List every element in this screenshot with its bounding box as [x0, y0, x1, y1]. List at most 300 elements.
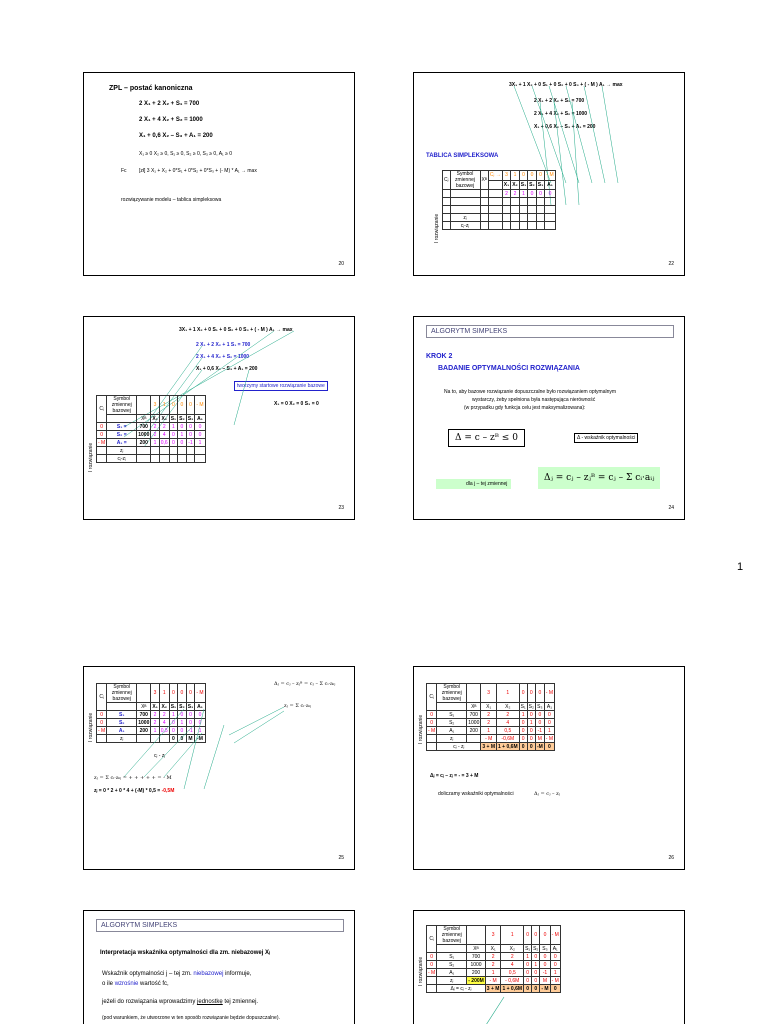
cj-value: - M — [550, 926, 560, 945]
var-header: X₂ — [159, 415, 169, 423]
simplex-table — [426, 925, 561, 993]
var-header: X₁ — [481, 703, 497, 711]
table-cell: 1 — [532, 961, 540, 969]
table-cell: 0 — [527, 711, 535, 719]
table-cell: 1 — [550, 969, 560, 977]
table-cell: 0 — [550, 953, 560, 961]
xb-header: Xᴮ — [480, 171, 488, 190]
slide-25 — [83, 666, 355, 870]
table-cell: 0 — [169, 727, 177, 735]
table-cell: 2 — [481, 719, 497, 727]
table-cell: - M — [485, 977, 501, 985]
cj-header: Cⱼ — [427, 684, 437, 711]
table-cell: 2 — [159, 711, 169, 719]
basis-cost: 0 — [97, 431, 107, 439]
table-cell: 0 — [527, 735, 535, 743]
constraint-2: 2 X₁ + 4 X₂ + S₂ = 1000 — [534, 111, 588, 117]
table-cell: 0 — [178, 711, 187, 719]
var-header: S₁ — [170, 415, 177, 422]
xb-value: 700 — [467, 953, 486, 961]
cjzj-row-label: cⱼ - zⱼ — [437, 743, 481, 751]
paragraph-line: Na to, aby bazowe rozwiązanie dopuszczalne było rozwiązaniem optymalnym — [444, 389, 617, 395]
text-run: wzrośnie — [114, 981, 139, 987]
cj-row-label: Cⱼ → — [489, 172, 501, 179]
basis-cost: 0 — [427, 961, 437, 969]
basis-cost: - M — [428, 727, 436, 734]
basis-cost: - M — [98, 727, 106, 734]
cj-value: 3 — [485, 926, 501, 945]
var-header: S₁ — [520, 703, 526, 710]
slide-number: 22 — [668, 261, 674, 267]
var-header: S₃ — [537, 181, 544, 188]
basis-cost: - M — [428, 969, 436, 976]
table-cell: 0 — [195, 423, 205, 431]
symbol-header: Symbol zmiennej bazowej — [437, 684, 467, 703]
table-cell: 0 — [545, 190, 555, 198]
text-run: tej zmiennej. — [224, 999, 259, 1005]
delta-row-label: Δⱼ = cⱼ - zⱼ — [437, 985, 486, 993]
zj-row-label: zⱼ — [107, 735, 137, 743]
table-cell: 0 — [195, 711, 205, 719]
zj-definition: zⱼ = Σ cᵢ·aᵢⱼ — [284, 703, 312, 709]
table-cell: 0 — [532, 985, 540, 993]
equation-1: 2 X₁ + 2 X₂ + S₁ = 700 — [139, 101, 200, 107]
table-cell: M — [540, 977, 550, 985]
xb-value: 200 — [137, 727, 151, 735]
table-cell: 1 + 0,6M — [498, 743, 518, 750]
paragraph-line: (w przypadku gdy funkcja celu jest maksymalizowana): — [464, 405, 586, 411]
cj-value: 1 — [511, 171, 520, 181]
zj-row — [427, 977, 561, 985]
var-header: X₁ — [152, 415, 158, 422]
table-cell: 1 — [544, 727, 554, 735]
table-cell: 2 — [501, 953, 524, 961]
zj-sum-line: zⱼ = Σ cᵢ·aᵢⱼ = + + + + + = - M — [94, 775, 172, 781]
xb-value: 700 — [467, 711, 481, 719]
var-header: S₃ — [540, 945, 550, 953]
paragraph-line — [102, 981, 169, 987]
table-cell: 0 — [540, 961, 550, 969]
slide-28 — [413, 910, 685, 1024]
table-cell: 0 — [535, 711, 544, 719]
var-header: S₂ — [528, 703, 534, 710]
xb-value: 700 — [137, 423, 151, 431]
cj-value: - M — [544, 684, 554, 703]
table-cell: 1 — [178, 719, 187, 727]
paragraph-line: wystarczy, żeby spełniona była następująca nierówność — [472, 397, 596, 403]
cj-value: 3 — [151, 684, 159, 703]
table-cell: -1 — [540, 969, 550, 977]
objective-function: [zł] 3 X₁ + X₂ + 0*S₁ + 0*S₂ + 0*S₃ + (- M) * A₁ → max — [139, 168, 257, 174]
note: doliczamy wskaźniki optymalności — [438, 791, 514, 797]
table-row — [427, 719, 555, 727]
lane-label: I rozwiązanie — [418, 714, 424, 744]
text-run: Wskaźnik optymalności j – tej zm. — [102, 971, 192, 977]
basis-var: A₁ — [437, 727, 467, 735]
table-cell: 3 + M — [482, 743, 496, 750]
cj-value: 0 — [186, 396, 195, 415]
basis-cost: 0 — [427, 953, 437, 961]
table-cell: 0,5 — [501, 969, 524, 977]
table-cell: 1 — [169, 423, 177, 431]
basis-cost: 0 — [97, 711, 107, 719]
zj-calc-expression: zⱼ = 0 * 2 + 0 * 4 + (-M) * 0,5 = — [94, 788, 161, 794]
slide-number: 26 — [668, 855, 674, 861]
delta-row — [427, 985, 561, 993]
text-run: o ile — [102, 981, 114, 987]
slide-title: Interpretacja wskaźnika optymalności dla zm. niebazowej Xⱼ — [100, 950, 271, 956]
table-row — [427, 711, 555, 719]
cj-value: 0 — [178, 684, 187, 703]
basis-var: S₂ = — [107, 431, 137, 439]
xb-value: 1000 — [467, 961, 486, 969]
zj-row — [427, 735, 555, 743]
table-cell: 0,5 — [497, 727, 520, 735]
table-cell: 1 — [481, 727, 497, 735]
table-cell: 0 — [178, 439, 187, 447]
table-cell: 4 — [501, 961, 524, 969]
zj-row-label: zⱼ — [107, 447, 137, 455]
symbol-header: Symbol zmiennej bazowej — [107, 396, 137, 415]
xb-value: 200 — [467, 969, 486, 977]
section-heading: TABLICA SIMPLEKSOWA — [426, 153, 499, 159]
note-formula: Δⱼ = cⱼ – zⱼ — [534, 791, 561, 797]
table-cell: 0 — [535, 719, 544, 727]
optimality-formula: Δⱼ = cⱼ – zⱼᴮ = cⱼ – Σ cᵢ·aᵢⱼ — [538, 467, 660, 489]
cj-value: 0 — [536, 171, 545, 181]
zj-row-label: zⱼ — [437, 735, 467, 743]
table-cell: 2 — [151, 431, 159, 439]
table-row — [97, 711, 206, 719]
table-cell: - 0,6M — [501, 977, 524, 985]
cj-value: 0 — [169, 396, 177, 415]
table-cell: 2 — [502, 190, 510, 198]
simplex-table — [96, 395, 206, 463]
constraint-3: X₁ + 0,6 X₂ – S₃ + A₁ = 200 — [534, 124, 596, 130]
var-header: X₂ — [512, 181, 518, 188]
table-cell: 0 — [524, 985, 532, 993]
for-variable-label: dla j – tej zmiennej — [436, 479, 511, 489]
table-cell: 1 — [524, 953, 532, 961]
cj-value: 0 — [524, 926, 532, 945]
table-cell: 0 — [186, 711, 195, 719]
table-row — [427, 727, 555, 735]
page-number: 1 — [737, 561, 744, 573]
table-cell: 0 — [528, 190, 537, 198]
section-header: ALGORYTM SIMPLEKS — [96, 919, 344, 932]
table-row — [427, 953, 561, 961]
cj-value: 0 — [528, 171, 537, 181]
slide-number: 20 — [338, 261, 344, 267]
constraint-3: X₁ + 0,6 X₂ – S₃ + A₁ = 200 — [196, 366, 258, 372]
cj-value: 1 — [159, 684, 169, 703]
table-cell: 1 — [527, 719, 535, 727]
basis-var: A₁ = — [107, 439, 137, 447]
table-cell: 0 — [169, 719, 177, 727]
table-cell: -M — [195, 735, 205, 743]
table-cell: 2 — [485, 953, 501, 961]
table-row — [97, 727, 206, 735]
formula-right: Δⱼ = cⱼ – zⱼᴮ = cⱼ – Σ cᵢ·aᵢⱼ — [274, 681, 336, 687]
cjzj-label: cⱼ - zⱼ — [154, 753, 166, 759]
table-cell: - M — [481, 735, 497, 743]
xb-value: 1000 — [468, 719, 480, 726]
table-row — [97, 719, 206, 727]
table-cell: 0 — [186, 719, 195, 727]
basis-var: A₁ — [437, 969, 467, 977]
cj-header: Cⱼ — [443, 171, 451, 190]
var-header: A₁ — [195, 703, 205, 711]
var-header: S₂ — [529, 181, 535, 188]
table-cell: M — [535, 735, 544, 743]
xb-header: Xᴮ — [137, 703, 151, 711]
table-row — [97, 431, 206, 439]
basis-var: S₂ — [107, 719, 137, 727]
cj-value: 3 — [151, 396, 159, 415]
delta-line: Δⱼ = cⱼ – zⱼ = - = 3 + M — [430, 773, 479, 779]
var-header: A₁ — [545, 180, 555, 190]
objective-function: 3X₁ + 1 X₂ + 0 S₁ + 0 S₂ + 0 S₃ + ( - M ) A₁ → max — [509, 82, 623, 88]
table-cell: 1 — [485, 969, 501, 977]
var-header: S₂ — [179, 703, 185, 710]
var-header: X₂ — [501, 945, 524, 953]
var-header: X₂ — [497, 703, 520, 711]
slide-26 — [413, 666, 685, 870]
cjzj-row — [427, 743, 555, 751]
table-cell: M — [186, 735, 195, 743]
var-header: S₃ — [537, 703, 543, 710]
slide-20 — [83, 72, 355, 276]
start-solution-note: tworzymy startowe rozwiązanie bazowe — [234, 381, 328, 391]
simplex-table — [96, 683, 206, 743]
cj-value: 0 — [169, 684, 177, 703]
table-cell: 0 — [540, 953, 550, 961]
xb-value: 200 — [137, 439, 151, 447]
table-cell: 0 — [532, 953, 540, 961]
note: rozwiązywanie modelu – tablica simpleksowa — [121, 197, 222, 203]
cj-value: 0 — [532, 926, 540, 945]
basis-cost: 0 — [427, 711, 437, 719]
equation-3: X₁ + 0,6 X₂ – S₃ + A₁ = 200 — [139, 133, 213, 139]
paragraph-line: (pod warunkiem, że utworzone w ten sposób rozwiązanie będzie dopuszczalne). — [102, 1015, 280, 1021]
cj-value: 0 — [519, 684, 527, 703]
table-cell: 1 — [519, 190, 527, 198]
slide-number: 23 — [338, 505, 344, 511]
table-cell: 0 — [169, 735, 177, 743]
non-negativity: X₁ ≥ 0 X₂ ≥ 0, S₁ ≥ 0, S₂ ≥ 0, S₃ ≥ 0, A₁ ≥ 0 — [139, 151, 233, 157]
paragraph-line — [102, 971, 251, 977]
var-header: S₂ — [533, 945, 539, 952]
table-cell: 0 — [524, 961, 532, 969]
slide-23 — [83, 316, 355, 520]
fc-label: Fc — [121, 168, 127, 174]
lane-label: I rozwiązanie — [434, 213, 440, 243]
table-cell: - M — [545, 735, 554, 742]
table-cell: 1 — [151, 727, 159, 735]
cj-header: Cⱼ — [97, 396, 107, 423]
table-cell: 0 — [544, 719, 554, 727]
table-cell: 1 — [519, 711, 527, 719]
table-cell: 0 — [532, 969, 540, 977]
var-header: S₁ — [520, 181, 527, 188]
zj-calc-result: -0,5M — [161, 788, 175, 794]
cj-value: - M — [195, 684, 205, 703]
table-cell: 2 — [159, 423, 169, 431]
paragraph-line — [102, 999, 258, 1005]
cj-header: Cⱼ — [427, 926, 437, 953]
xb-header: Xᴮ — [467, 945, 486, 953]
table-cell: 1 — [195, 727, 205, 735]
table-cell: 0 — [527, 743, 535, 751]
cj-value: 0 — [519, 171, 527, 181]
table-cell: 0 — [519, 735, 527, 743]
step-subtitle: BADANIE OPTYMALNOŚCI ROZWIĄZANIA — [438, 365, 580, 372]
table-cell: 2 — [151, 711, 159, 719]
var-header: A₁ — [550, 945, 560, 953]
table-cell: 0 — [178, 423, 187, 431]
table-cell: 0 — [519, 719, 527, 727]
xb-value: 200 — [467, 727, 481, 735]
var-header: S₂ — [179, 415, 185, 422]
table-cell: 2 — [497, 711, 520, 719]
table-row — [97, 439, 206, 447]
basis-cost: 0 — [97, 719, 107, 727]
constraint-1: 2 X₁ + 2 X₂ + S₁ = 700 — [534, 98, 585, 104]
cj-value: 0 — [186, 684, 195, 703]
table-cell: 0,6 — [160, 439, 168, 446]
var-header: S₃ — [187, 703, 194, 710]
cj-value: 0 — [535, 684, 544, 703]
cj-value: 1 — [501, 926, 524, 945]
xb-value: 700 — [137, 711, 151, 719]
cjzj-row-label: cⱼ-zⱼ — [107, 455, 137, 463]
slide-number: 25 — [338, 855, 344, 861]
table-cell: - 200M — [468, 977, 484, 984]
table-row — [427, 961, 561, 969]
table-cell: - M — [551, 977, 559, 984]
var-header: X₂ — [159, 703, 169, 711]
table-cell: 0 — [550, 961, 560, 969]
symbol-header: Symbol zmiennej bazowej — [107, 684, 137, 703]
var-header: A₁ — [195, 415, 205, 423]
var-header: X₁ — [485, 945, 501, 953]
table-cell: 1 — [178, 431, 187, 439]
symbol-header: Symbol zmiennej bazowej — [437, 926, 467, 945]
cjzj-row-label: cⱼ-zⱼ — [450, 222, 480, 230]
basis-cost: 0 — [97, 423, 107, 431]
lane-label: I rozwiązanie — [88, 442, 94, 472]
table-cell: -1 — [186, 727, 195, 735]
table-cell: 4 — [497, 719, 520, 727]
table-cell: 0 — [527, 727, 535, 735]
slide-27 — [83, 910, 355, 1024]
cj-value: - M — [195, 396, 205, 415]
constraint-1: 2 X₁ + 2 X₂ + 1 S₁ = 700 — [196, 342, 251, 348]
table-cell: 0 — [524, 969, 532, 977]
cj-header: Cⱼ — [97, 684, 107, 711]
table-cell: -M — [536, 743, 543, 750]
slide-title: ZPL – postać kanoniczna — [109, 85, 193, 92]
text-run: jeżeli do rozwiązania wprowadzimy — [102, 999, 196, 1005]
table-cell: 4 — [159, 431, 169, 439]
equation-2: 2 X₁ + 4 X₂ + S₂ = 1000 — [139, 117, 203, 123]
text-run: jednostkę — [197, 999, 223, 1005]
lane-label: I rozwiązanie — [418, 956, 424, 986]
table-cell: 1 — [151, 439, 159, 447]
constraint-2: 2 X₁ + 4 X₂ + S₂ = 1000 — [196, 354, 250, 360]
table-cell: 0 — [186, 423, 195, 431]
cj-value: 0 — [527, 684, 535, 703]
slide-22 — [413, 72, 685, 276]
table-cell: 0,5 — [160, 727, 168, 734]
cj-value: 1 — [497, 684, 520, 703]
table-cell: 0 — [544, 743, 554, 751]
cj-value: 0 — [540, 926, 550, 945]
zero-values: X₁ = 0 X₂ = 0 S₃ = 0 — [274, 401, 319, 407]
xb-header: Xᴮ — [137, 415, 151, 423]
table-cell: 2 — [485, 961, 501, 969]
table-cell: 2 — [481, 711, 497, 719]
basis-var: A₁ — [107, 727, 137, 735]
table-cell: 0 — [178, 727, 187, 735]
objective-function: 3X₁ + 1 X₂ + 0 S₁ + 0 S₂ + 0 S₃ + ( - M ) A₁ → max — [179, 327, 293, 333]
table-cell: 0 — [519, 727, 527, 735]
zj-row-label: zⱼ — [437, 977, 467, 985]
table-cell: 0 — [195, 431, 205, 439]
step-label: KROK 2 — [426, 353, 453, 360]
optimality-inequality: Δ = c – zᴮ ≤ 0 — [448, 429, 525, 447]
text-run: wartość fc, — [140, 981, 169, 987]
var-header: X₁ — [152, 703, 158, 710]
table-cell: 0 — [524, 977, 532, 985]
cj-value: - M — [546, 172, 554, 179]
table-row — [97, 423, 206, 431]
cj-value: 3 — [481, 684, 497, 703]
basis-var: S₂ — [437, 961, 467, 969]
inequality-note: Δ - wskaźnik optymalności — [574, 433, 638, 443]
table-cell: 0 — [544, 711, 554, 719]
table-cell: -0,6M — [497, 735, 520, 743]
text-run: niebazowej — [193, 971, 224, 977]
cj-value: 1 — [159, 396, 169, 415]
simplex-table — [426, 683, 555, 751]
var-header: S₃ — [187, 415, 194, 422]
table-row — [427, 969, 561, 977]
text-run: informuje, — [225, 971, 252, 977]
table-cell: 2 — [151, 423, 159, 431]
basis-var: S₁ — [437, 711, 467, 719]
simplex-table — [442, 170, 556, 230]
xb-header: Xᴮ — [467, 703, 481, 711]
table-cell: 0 — [186, 431, 195, 439]
slide-number: 24 — [668, 505, 674, 511]
table-cell: - M — [541, 985, 549, 992]
table-cell: 0 — [519, 743, 527, 751]
table-cell: 0 — [532, 977, 540, 985]
var-header: S₁ — [525, 945, 531, 952]
basis-var: S₁ — [437, 953, 467, 961]
basis-cost: 0 — [427, 719, 437, 727]
basis-var: S₁ = — [107, 423, 137, 431]
table-cell: 4 — [159, 719, 169, 727]
zj-calc-line — [94, 788, 174, 794]
xb-value: 1000 — [138, 431, 150, 438]
symbol-header: Symbol zmiennej bazowej — [450, 171, 480, 190]
table-cell: 0 — [169, 431, 177, 439]
table-cell: 2 — [511, 190, 520, 198]
table-cell: 0 — [178, 735, 187, 743]
table-cell: 1 — [195, 439, 205, 447]
